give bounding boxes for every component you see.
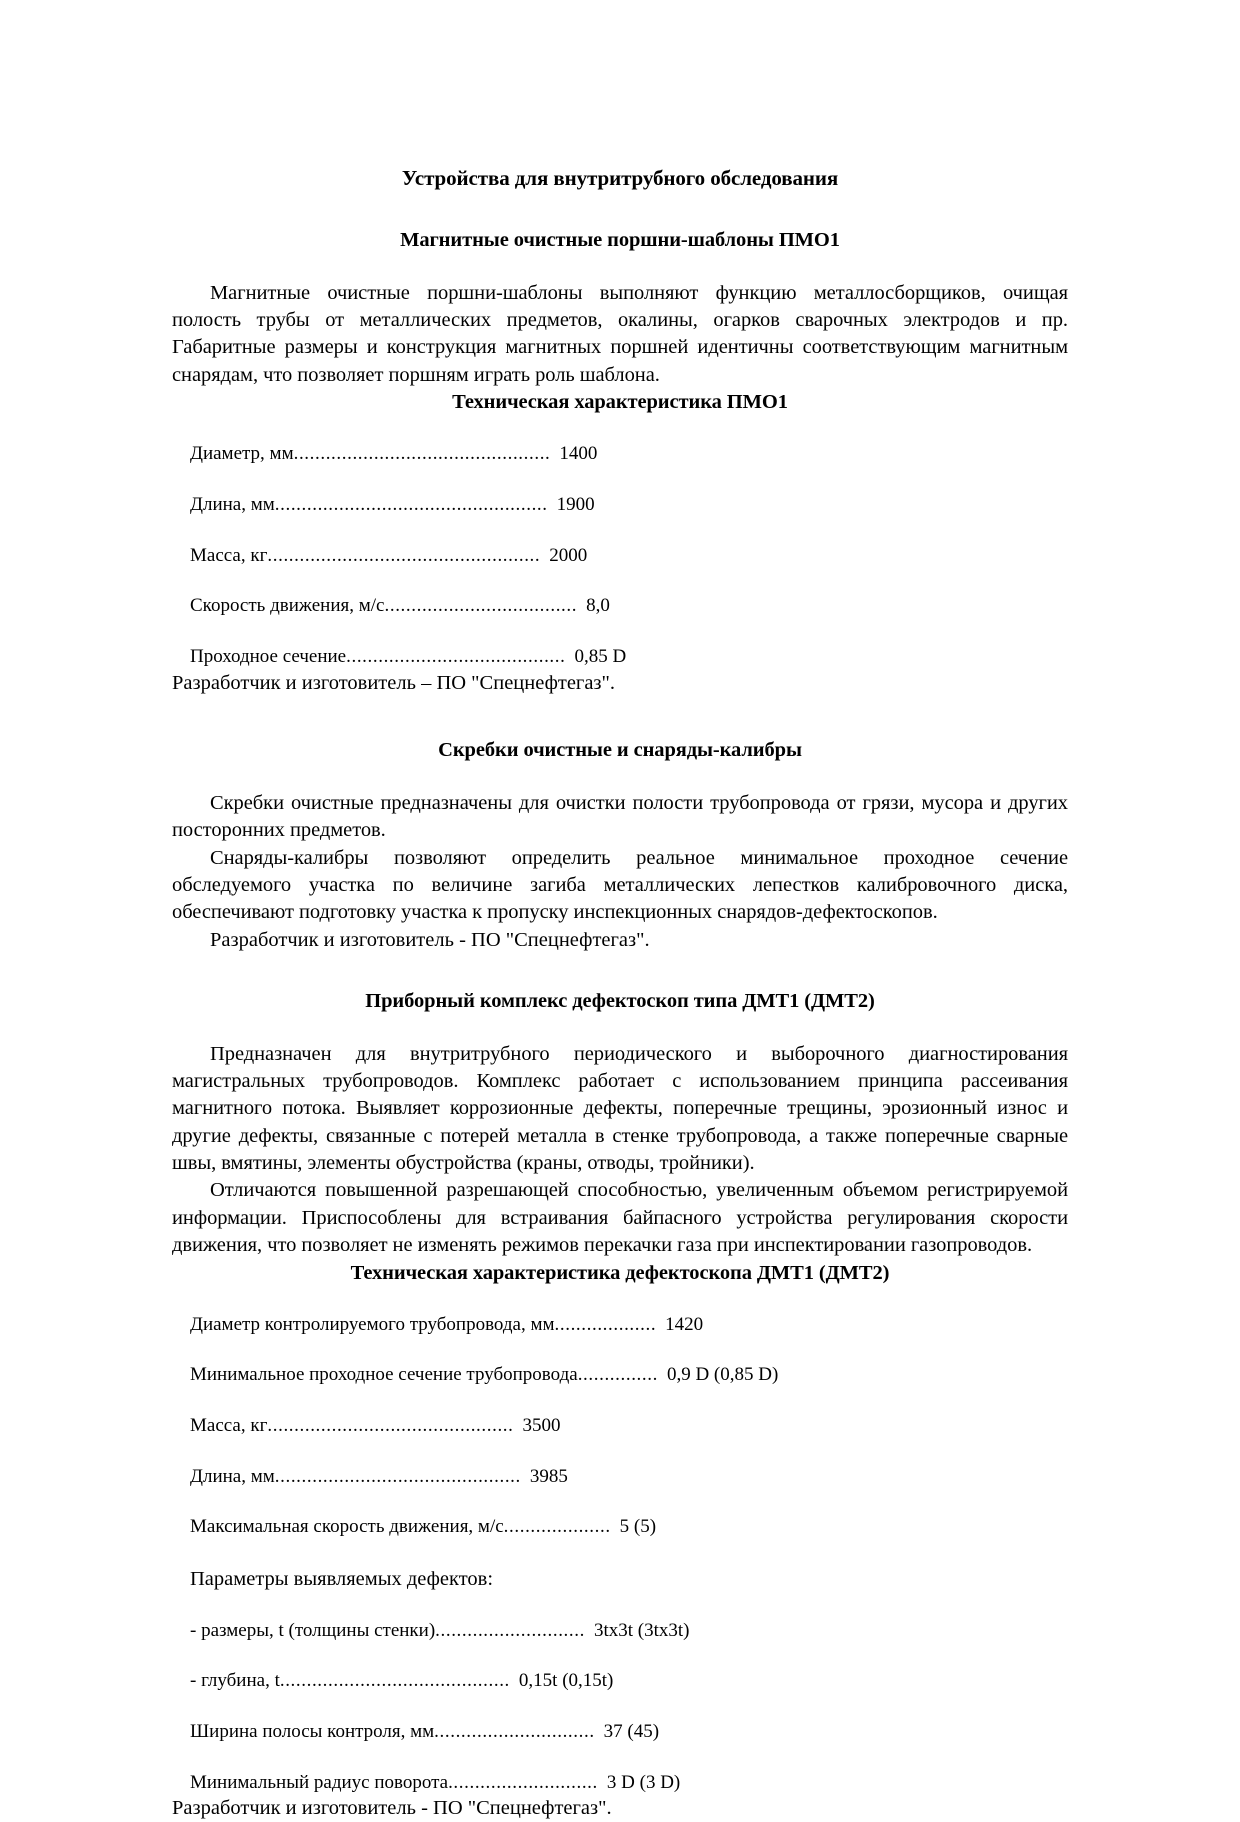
spec-leader: .............................................. [274,1465,521,1487]
spec-value: 3985 [529,1465,568,1487]
spec-value: 1900 [556,493,595,515]
spec-label: Длина, мм [190,493,275,515]
spec-leader: ................... [554,1313,657,1335]
section-paragraph-scrapers-2: Снаряды-калибры позволяют определить реальное минимальное проходное сечение обследуемого участка по величине загиба металлических лепестков калибровочного диска, обеспечивают подготовку участка к пропуску инспекционных снарядов-дефектоскопов. [172,846,1068,924]
spec-leader: ................................................... [267,544,541,566]
section-heading-pmo1: Магнитные очистные поршни-шаблоны ПМО1 [400,228,840,251]
spec-list-pmo1 [172,442,1068,669]
spacer [172,764,1068,790]
spec-label: Масса, кг [190,1414,268,1436]
spec-leader: ............................ [448,1771,598,1793]
spec-value: 0,15t (0,15t) [518,1670,614,1692]
spec-value: 8,0 [586,595,610,617]
spec-row [172,442,1068,467]
spec-label: Максимальная скорость движения, м/с [190,1516,504,1538]
spec-label: Диаметр контролируемого трубопровода, мм [190,1313,555,1335]
spec-leader: .............................................. [267,1414,514,1436]
spec-value: 5 (5) [619,1516,657,1538]
spacer [172,416,1068,442]
spec-value: 3tx3t (3tx3t) [593,1619,690,1641]
spec-heading-dmt1: Техническая характеристика дефектоскопа ДМТ1 (ДМТ2) [350,1261,890,1284]
spec-row [172,1720,1068,1745]
spec-label: Скорость движения, м/с [190,595,385,617]
spec-leader: .............................. [434,1721,595,1743]
spec-label: Масса, кг [190,544,268,566]
spec-value: 3 D (3 D) [606,1771,681,1793]
spec-leader: ............................ [435,1619,585,1641]
spec-row [172,1414,1068,1439]
section-paragraph-dmt1-1: Предназначен для внутритрубного периодического и выборочного диагностирования магистральных трубопроводов. Комплекс работает с использованием принципа рассеивания магнитного потока. Выявляет коррозионные дефекты, поперечные трещины, эрозионный износ и другие дефекты, связанные с потерей металла в стенке трубопровода, а также поперечные сварные швы, вмятины, элементы обустройства (краны, отводы, тройники). [172,1042,1068,1175]
spec-row [172,1313,1068,1338]
spec-label: Диаметр, мм [190,443,294,465]
spec-value: 1420 [665,1313,704,1335]
spec-row [172,1771,1068,1796]
spec-value: 0,9 D (0,85 D) [666,1364,779,1386]
spec-row [172,1515,1068,1540]
section-paragraph-scrapers-1: Скребки очистные предназначены для очистки полости трубопровода от грязи, мусора и других посторонних предметов. [172,791,1068,842]
spec-value: 0,85 D [574,646,627,667]
spec-leader: ............... [577,1364,658,1386]
spec-label: Ширина полосы контроля, мм [190,1721,435,1743]
section-paragraph-dmt1-2: Отличаются повышенной разрешающей способностью, увеличенным объемом регистрируемой информации. Приспособлены для встраивания байпасного устройства регулирования скорости движения, что позволяет не изменять режимов перекачки газа при инспектировании газопроводов. [172,1179,1068,1257]
spec-leader: .................... [503,1516,611,1538]
spec-label: Минимальный радиус поворота [190,1771,449,1793]
spacer [172,1015,1068,1041]
spec-label: Длина, мм [190,1465,275,1487]
section-paragraph-pmo1: Магнитные очистные поршни-шаблоны выполняют функцию металлосборщиков, очищая полость трубы от металлических предметов, окалины, огарков сварочных электродов и пр. Габаритные размеры и конструкция магнитных поршней идентичны соответствующим магнитным снарядам, что позволяет поршням играть роль шаблона. [172,281,1068,386]
spec-value: 1400 [559,443,598,465]
spacer [172,193,1068,227]
spec-value: 3500 [522,1414,561,1436]
spec-heading-pmo1: Техническая характеристика ПМО1 [452,391,788,414]
defect-params-label: Параметры выявляемых дефектов: [190,1568,494,1591]
spec-row [172,544,1068,569]
spec-leader: ........................................... [279,1670,510,1692]
spec-leader: ................................................... [274,493,548,515]
spec-row [172,1363,1068,1388]
spec-label: Проходное сечение [190,646,347,667]
spec-value: 37 (45) [603,1721,660,1743]
spacer [172,254,1068,280]
spec-label: - размеры, t (толщины стенки) [190,1619,436,1641]
spec-leader: ................................................ [293,443,551,465]
spec-label: - глубина, t [190,1670,280,1692]
spec-row [172,1619,1068,1644]
spec-leader: .................................... [384,595,578,617]
section-heading-dmt1: Приборный комплекс дефектоскоп типа ДМТ1 (ДМТ2) [365,989,875,1012]
spacer [172,1593,1068,1619]
developer-line-pmo1: Разработчик и изготовитель – ПО "Спецнефтегаз". [172,671,616,694]
spacer [172,697,1068,737]
spec-row [172,493,1068,518]
spec-list-dmt1 [172,1313,1068,1540]
spec-row [172,1669,1068,1694]
spec-leader: ......................................... [346,646,566,667]
spec-row [172,1465,1068,1490]
document-body [172,165,1068,1822]
developer-line-scrapers: Разработчик и изготовитель - ПО "Спецнефтегаз". [210,928,650,951]
spec-value: 2000 [549,544,588,566]
spacer [172,954,1068,988]
spec-label: Минимальное проходное сечение трубопровода [190,1364,578,1386]
developer-line-dmt1: Разработчик и изготовитель - ПО "Спецнефтегаз". [172,1797,612,1820]
spacer [172,1287,1068,1313]
page-title: Устройства для внутритрубного обследования [401,166,839,190]
spec-row [172,594,1068,619]
spec-row [172,645,1068,670]
defect-spec-list [172,1619,1068,1796]
section-heading-scrapers: Скребки очистные и снаряды-калибры [438,738,802,761]
